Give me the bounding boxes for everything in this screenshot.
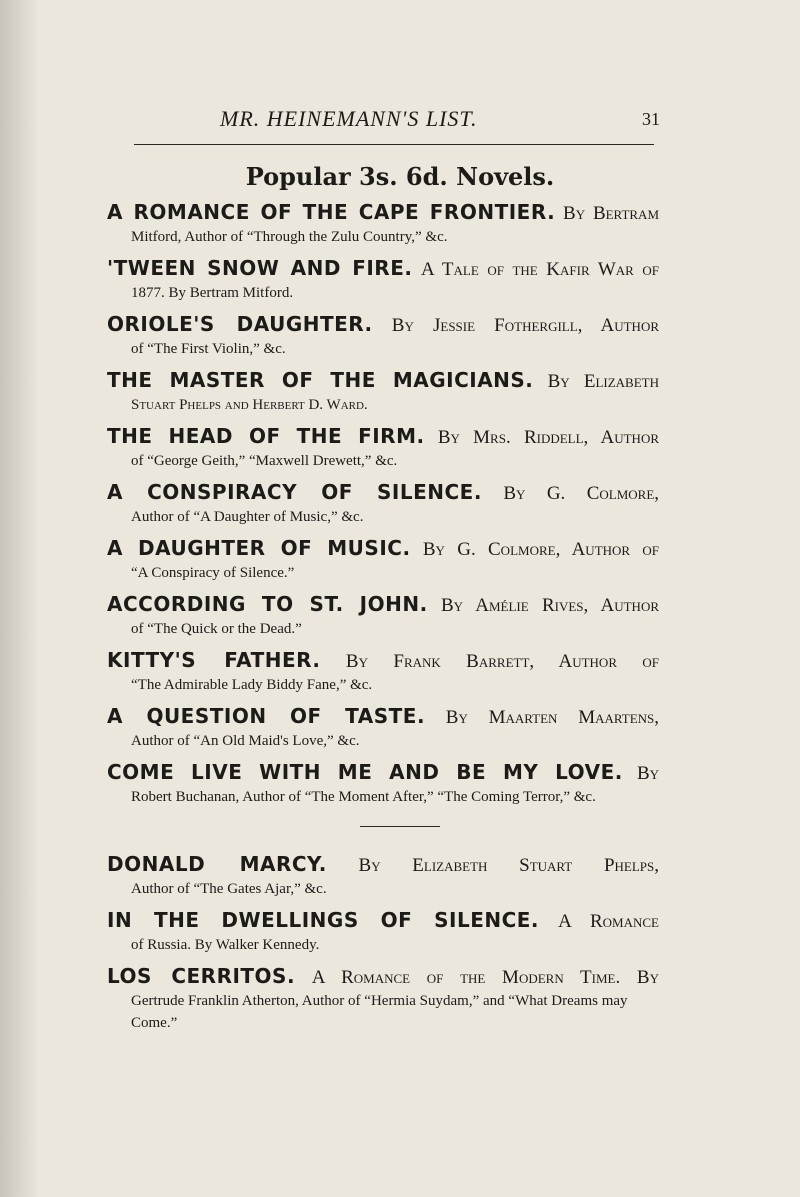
entry-first-line — [107, 368, 659, 394]
entry-continuation: Mitford, Author of “Through the Zulu Country,” &c. — [131, 229, 448, 245]
book-entry — [107, 536, 659, 584]
book-title: ACCORDING TO ST. JOHN. — [107, 592, 428, 616]
entry-first-line — [107, 256, 659, 282]
entry-first-line — [107, 908, 659, 934]
book-entry — [107, 908, 659, 956]
entry-continuation: “A Conspiracy of Silence.” — [131, 565, 295, 581]
entry-byline: By — [636, 763, 659, 784]
entry-byline: By Frank Barrett, Author of — [345, 651, 660, 672]
entry-byline: By G. Colmore, Author of — [422, 539, 660, 560]
entry-first-line — [107, 852, 659, 878]
book-entry — [107, 256, 659, 304]
book-title: KITTY'S FATHER. — [107, 648, 321, 672]
book-entry — [107, 424, 659, 472]
entry-continuation: of “George Geith,” “Maxwell Drewett,” &c. — [131, 453, 398, 469]
entry-first-line — [107, 964, 659, 990]
book-title: COME LIVE WITH ME AND BE MY LOVE. — [107, 760, 623, 784]
book-entry — [107, 312, 659, 360]
book-title: 'TWEEN SNOW AND FIRE. — [107, 256, 413, 280]
entry-byline: A Romance — [558, 911, 659, 932]
section-title: Popular 3s. 6d. Novels. — [245, 162, 555, 191]
section-divider — [360, 826, 440, 827]
book-title: LOS CERRITOS. — [107, 964, 296, 988]
book-entry — [107, 480, 659, 528]
entry-byline: By Jessie Fothergill, Author — [391, 315, 660, 336]
book-title: IN THE DWELLINGS OF SILENCE. — [107, 908, 540, 932]
page-header — [134, 106, 660, 136]
book-title: THE HEAD OF THE FIRM. — [107, 424, 425, 448]
entry-continuation: Author of “A Daughter of Music,” &c. — [131, 509, 364, 525]
book-entry — [107, 852, 659, 900]
entry-byline: A Tale of the Kafir War of — [421, 259, 659, 280]
page-number: 31 — [642, 109, 660, 129]
book-entry — [107, 592, 659, 640]
book-entry — [107, 760, 659, 808]
entry-byline: By Maarten Maartens, — [445, 707, 659, 728]
entry-first-line — [107, 312, 659, 338]
entry-continuation: Stuart Phelps and Herbert D. Ward. — [131, 397, 368, 413]
entry-byline: By Mrs. Riddell, Author — [437, 427, 659, 448]
entry-first-line — [107, 424, 659, 450]
entry-byline: By Elizabeth — [547, 371, 660, 392]
book-title: A DAUGHTER OF MUSIC. — [107, 536, 411, 560]
book-entry — [107, 964, 659, 1034]
book-entry — [107, 648, 659, 696]
entry-byline: By G. Colmore, — [503, 483, 660, 504]
entry-continuation: of Russia. By Walker Kennedy. — [131, 937, 320, 953]
book-title: A ROMANCE OF THE CAPE FRONTIER. — [107, 200, 556, 224]
entry-byline: By Bertram — [563, 203, 660, 224]
entry-first-line — [107, 536, 659, 562]
entry-first-line — [107, 760, 659, 786]
entry-byline: By Amélie Rives, Author — [440, 595, 660, 616]
entry-first-line — [107, 648, 659, 674]
entry-first-line — [107, 200, 659, 226]
book-title: A QUESTION OF TASTE. — [107, 704, 426, 728]
entry-continuation: 1877. By Bertram Mitford. — [131, 285, 294, 301]
running-head: MR. HEINEMANN'S LIST. — [220, 106, 478, 131]
book-title: A CONSPIRACY OF SILENCE. — [107, 480, 482, 504]
book-entry — [107, 704, 659, 752]
entry-continuation: of “The Quick or the Dead.” — [131, 621, 302, 637]
entry-first-line — [107, 480, 659, 506]
book-title: THE MASTER OF THE MAGICIANS. — [107, 368, 534, 392]
book-title: ORIOLE'S DAUGHTER. — [107, 312, 373, 336]
entry-continuation: of “The First Violin,” &c. — [131, 341, 286, 357]
entry-continuation: Gertrude Franklin Atherton, Author of “Hermia Suydam,” and “What Dreams may Come.” — [131, 993, 628, 1031]
entry-first-line — [107, 704, 659, 730]
entry-continuation: Author of “The Gates Ajar,” &c. — [131, 881, 327, 897]
entry-byline: A Romance of the Modern Time. By — [311, 967, 659, 988]
header-rule — [134, 144, 654, 145]
entry-first-line — [107, 592, 659, 618]
entry-continuation: Author of “An Old Maid's Love,” &c. — [131, 733, 360, 749]
book-entry — [107, 200, 659, 248]
book-title: DONALD MARCY. — [107, 852, 327, 876]
book-entry — [107, 368, 659, 416]
entry-byline: By Elizabeth Stuart Phelps, — [358, 855, 659, 876]
entry-continuation: Robert Buchanan, Author of “The Moment After,” “The Coming Terror,” &c. — [131, 789, 596, 805]
entry-continuation: “The Admirable Lady Biddy Fane,” &c. — [131, 677, 373, 693]
